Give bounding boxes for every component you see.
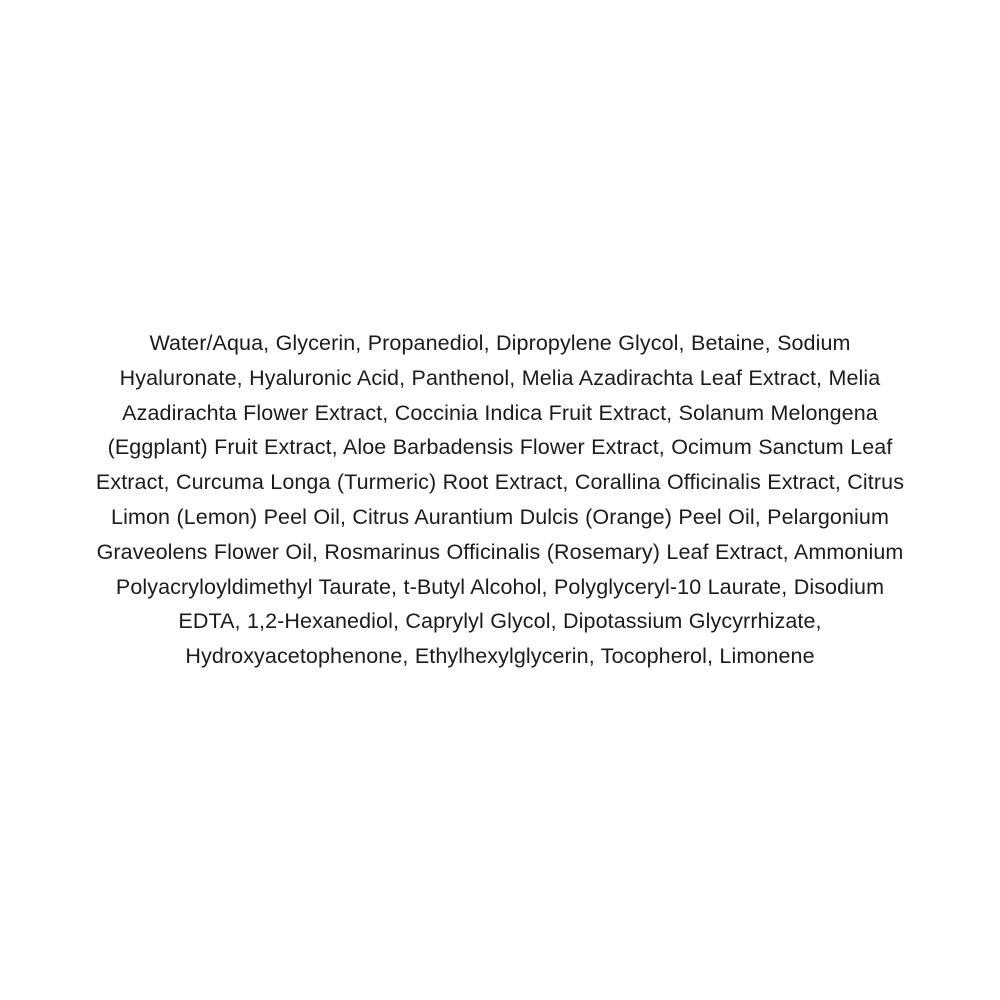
ingredients-list-text: Water/Aqua, Glycerin, Propanediol, Dipropylene Glycol, Betaine, Sodium Hyaluronate, Hyaluronic Acid, Panthenol, Melia Azadirachta Leaf Extract, Melia Azadirachta Flower Extract, Coccinia Indica Fruit Extract, Solanum Melongena (Eggplant) Fruit Extract, Aloe Barbadensis Flower Extract, Ocimum Sanctum Leaf Extract, Curcuma Longa (Turmeric) Root Extract, Corallina Officinalis Extract, Citrus Limon (Lemon) Peel Oil, Citrus Aurantium Dulcis (Orange) Peel Oil, Pelargonium Graveolens Flower Oil, Rosmarinus Officinalis (Rosemary) Leaf Extract, Ammonium Polyacryloyldimethyl Taurate, t-Butyl Alcohol, Polyglyceryl-10 Laurate, Disodium EDTA, 1,2-Hexanediol, Caprylyl Glycol, Dipotassium Glycyrrhizate, Hydroxyacetophenone, Ethylhexylglycerin, Tocopherol, Limonene <box>95 330 905 669</box>
